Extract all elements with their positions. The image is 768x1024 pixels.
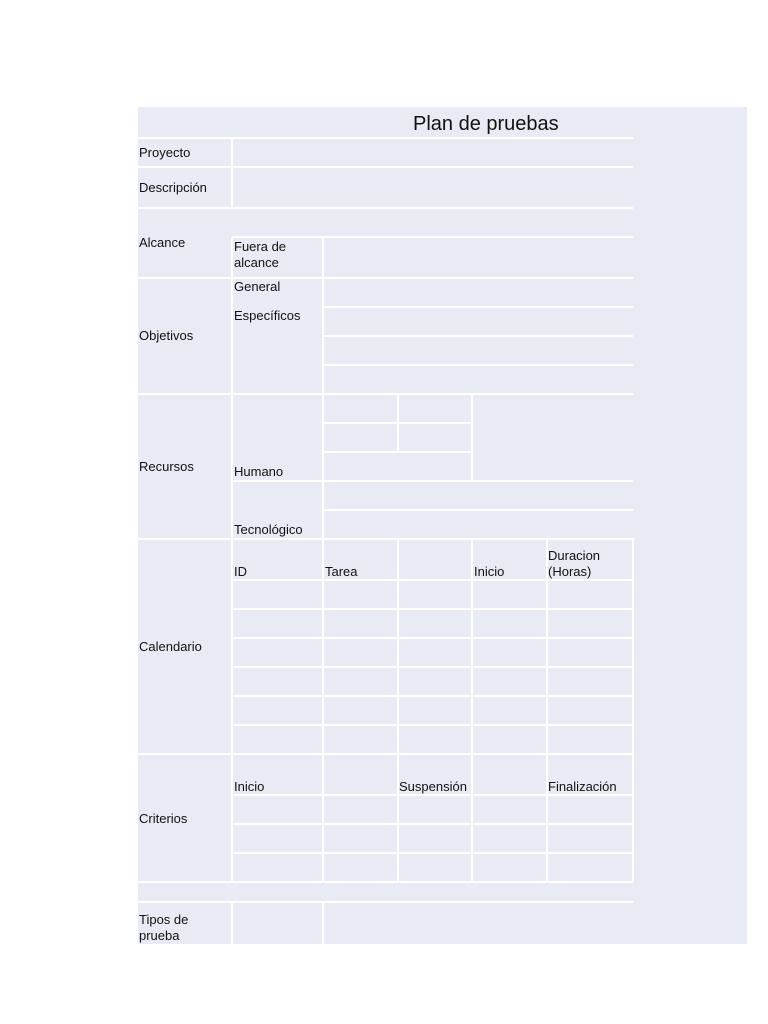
criterios-header-inicio: Inicio — [234, 779, 265, 794]
column-divider — [322, 538, 324, 882]
row-divider — [138, 393, 633, 395]
label-recursos: Recursos — [139, 459, 194, 474]
label-tecnologico: Tecnológico — [234, 522, 303, 537]
row-divider — [232, 724, 633, 726]
column-divider — [397, 393, 399, 452]
row-divider — [138, 166, 633, 168]
criterios-header-suspension: Suspensión — [399, 779, 467, 794]
label-objetivos: Objetivos — [139, 328, 194, 343]
row-divider — [323, 509, 633, 511]
label-humano: Humano — [234, 464, 284, 479]
row-divider — [232, 480, 633, 482]
row-divider — [232, 695, 633, 697]
label-especificos: Específicos — [234, 308, 301, 323]
row-divider — [232, 236, 633, 238]
page-title: Plan de pruebas — [413, 113, 559, 135]
row-divider — [138, 538, 633, 540]
label-tipos-de-prueba-line1: Tipos de — [139, 912, 189, 927]
row-divider — [232, 666, 633, 668]
column-divider — [231, 902, 233, 944]
label-proyecto: Proyecto — [139, 145, 191, 160]
form-background — [138, 107, 747, 944]
row-divider — [232, 852, 633, 854]
label-general: General — [234, 279, 281, 294]
label-descripcion: Descripción — [139, 180, 207, 195]
label-fuera-de-alcance-line2: alcance — [234, 255, 279, 270]
row-divider — [323, 306, 633, 308]
row-divider — [138, 277, 633, 279]
calendario-header-duracion-line2: (Horas) — [548, 564, 592, 579]
row-divider — [138, 753, 633, 755]
column-divider — [546, 538, 548, 882]
column-divider — [471, 538, 473, 882]
label-tipos-de-prueba-line2: prueba — [139, 928, 180, 943]
column-divider — [322, 902, 324, 944]
column-divider — [231, 139, 233, 207]
row-divider — [232, 794, 633, 796]
criterios-header-finalizacion: Finalización — [548, 779, 617, 794]
row-divider — [232, 608, 633, 610]
column-divider — [471, 393, 473, 481]
calendario-header-inicio: Inicio — [474, 564, 505, 579]
row-divider — [138, 901, 633, 903]
row-divider — [232, 637, 633, 639]
column-divider — [231, 237, 233, 882]
label-alcance: Alcance — [139, 235, 186, 250]
calendario-header-tarea: Tarea — [325, 564, 358, 579]
calendario-header-duracion-line1: Duracion — [548, 548, 601, 563]
label-fuera-de-alcance-line1: Fuera de — [234, 239, 287, 254]
row-divider — [138, 881, 633, 883]
label-criterios: Criterios — [139, 811, 188, 826]
row-divider — [323, 335, 633, 337]
calendario-header-id: ID — [234, 564, 247, 579]
column-divider — [397, 538, 399, 882]
row-divider — [232, 823, 633, 825]
column-divider — [632, 538, 634, 882]
row-divider — [138, 207, 633, 209]
column-divider — [322, 393, 324, 539]
row-divider — [232, 579, 633, 581]
column-divider — [322, 237, 324, 393]
row-divider — [323, 364, 633, 366]
label-calendario: Calendario — [139, 639, 202, 654]
row-divider — [138, 137, 633, 139]
